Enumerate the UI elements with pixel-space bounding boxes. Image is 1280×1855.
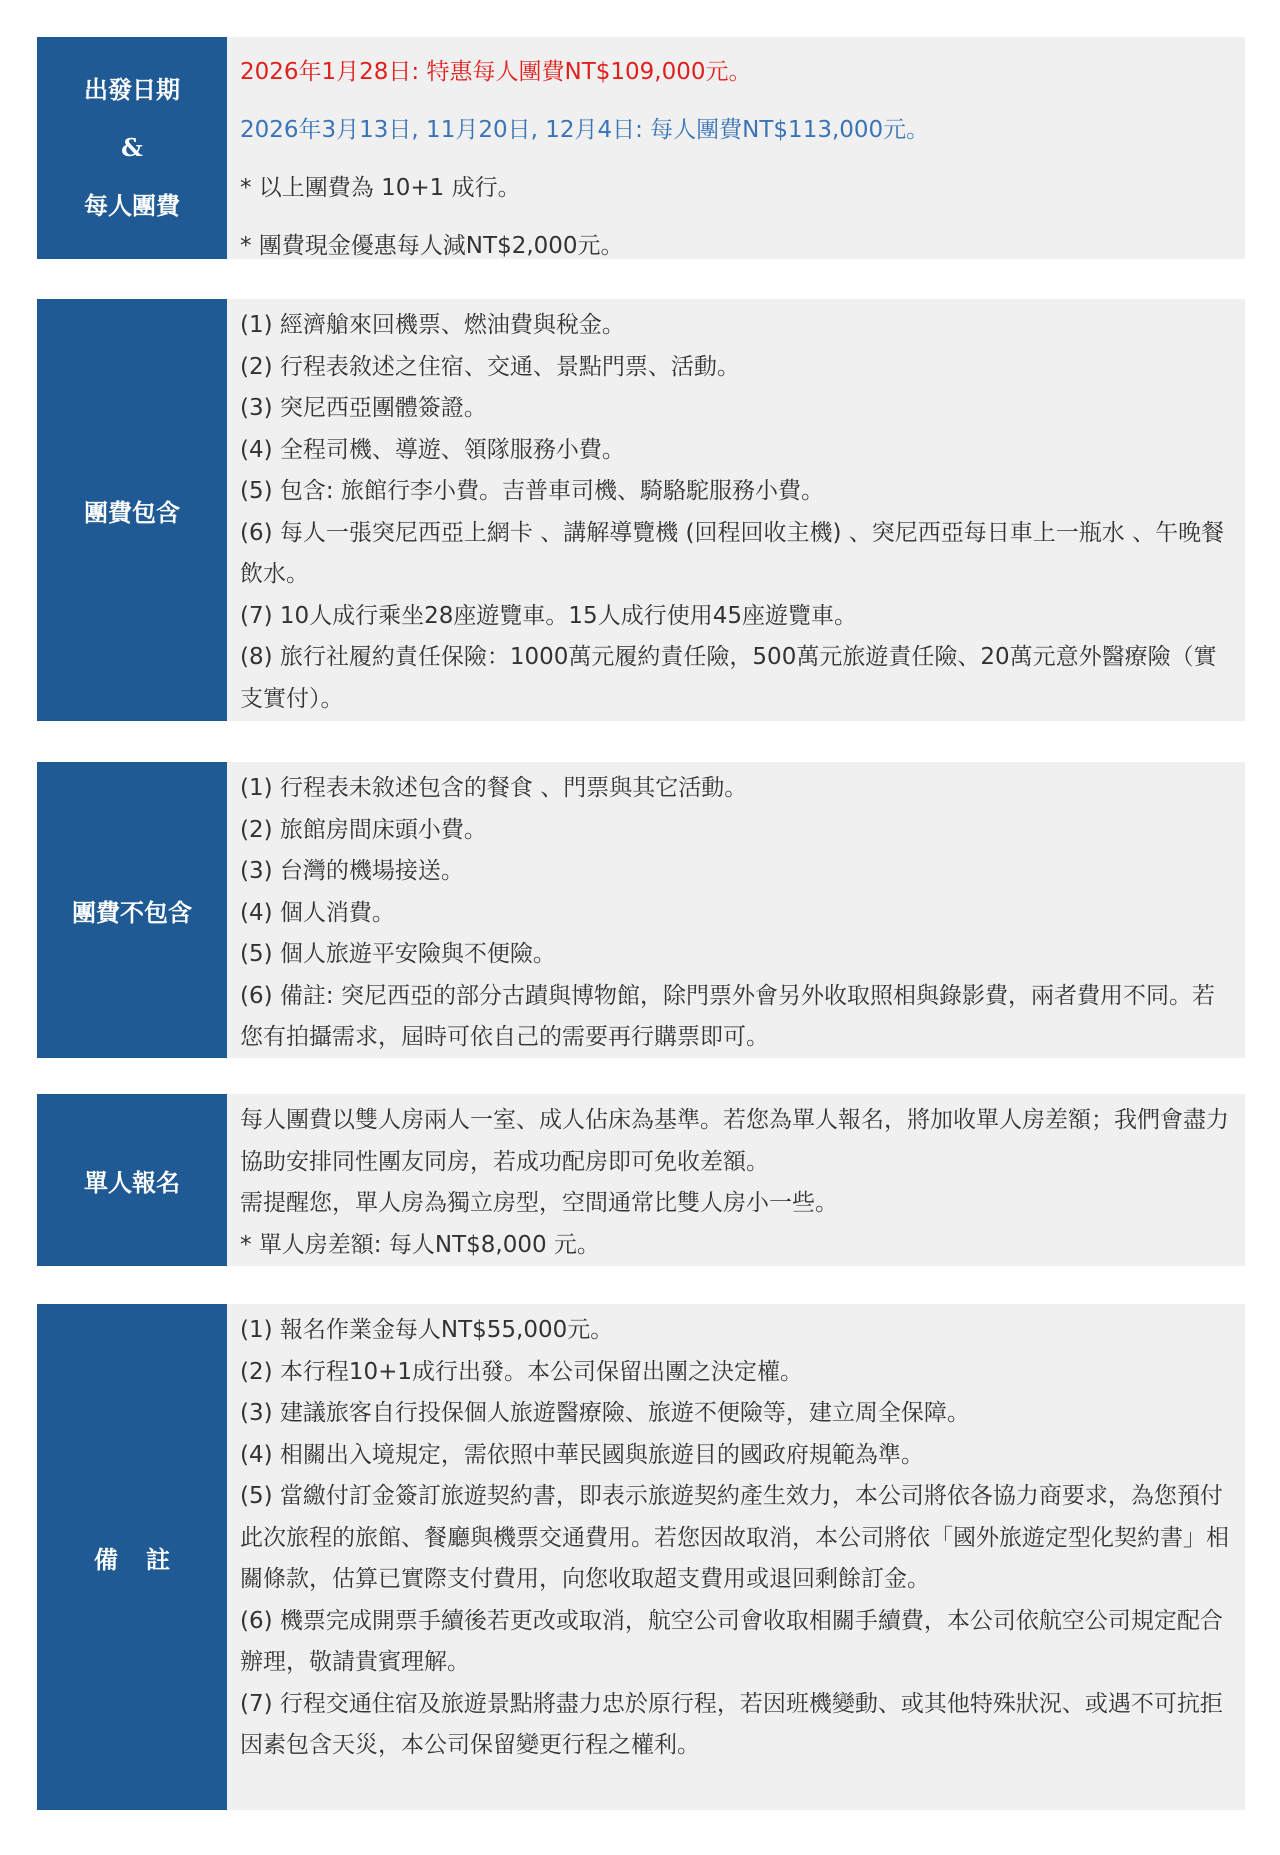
- section-content: [37, 762, 1245, 1058]
- list-item: (2) 旅館房間床頭小費。: [240, 816, 487, 843]
- list-item: (1) 行程表未敘述包含的餐食 、門票與其它活動。: [240, 775, 748, 801]
- section-content: [37, 1094, 1245, 1266]
- section-label-line: 每人團費: [84, 191, 180, 220]
- section-label-line: &: [121, 133, 143, 162]
- price-includes-section: [37, 299, 1245, 721]
- list-item: (1) 經濟艙來回機票、燃油費與稅金。: [240, 312, 625, 338]
- section-content: [37, 299, 1245, 721]
- list-item: (2) 行程表敘述之住宿、交通、景點門票、活動。: [240, 353, 740, 380]
- regular-price-line: 2026年3月13日, 11月20日, 12月4日: 每人團費NT$113,000元。: [240, 117, 930, 143]
- list-item: (4) 相關出入境規定，需依照中華民國與旅遊目的國政府規範為準。: [240, 1441, 924, 1468]
- list-item: (5) 個人旅遊平安險與不便險。: [240, 941, 556, 967]
- section-label-line: 備註: [94, 1544, 198, 1574]
- list-item: (3) 建議旅客自行投保個人旅遊醫療險、旅遊不便險等，建立周全保障。: [240, 1400, 970, 1426]
- list-item: (5) 包含: 旅館行李小費。吉普車司機、騎駱駝服務小費。: [240, 478, 824, 504]
- list-item: (2) 本行程10+1成行出發。本公司保留出團之決定權。: [240, 1358, 804, 1385]
- list-item: (6) 備註: 突尼西亞的部分古蹟與博物館，除門票外會另外收取照相與錄影費，兩者費用不同。若您有拍攝需求，屆時可依自己的需要再行購票即可。: [240, 982, 1215, 1050]
- departure-and-price-section: [37, 37, 1245, 259]
- note-line: * 以上團費為 10+1 成行。: [240, 175, 521, 201]
- list-item: (7) 10人成行乘坐28座遊覽車。15人成行使用45座遊覽車。: [240, 602, 857, 629]
- list-item: (4) 全程司機、導遊、領隊服務小費。: [240, 436, 625, 463]
- list-item: (3) 突尼西亞團體簽證。: [240, 395, 487, 421]
- section-label-line: 單人報名: [84, 1167, 180, 1197]
- list-item: (5) 當繳付訂金簽訂旅遊契約書，即表示旅遊契約產生效力，本公司將依各協力商要求，為您預付此次旅程的旅館、餐廳與機票交通費用。若您因故取消，本公司將依「國外旅遊定型化契約書」相關條款，估算已實際支付費用，向您收取超支費用或退回剩餘訂金。: [240, 1483, 1229, 1592]
- section-content: [37, 1304, 1245, 1810]
- paragraph: 需提醒您，單人房為獨立房型，空間通常比雙人房小一些。: [240, 1190, 838, 1216]
- list-item: (8) 旅行社履約責任保險：1000萬元履約責任險，500萬元旅遊責任險、20萬元意外醫療險（實支實付）。: [240, 644, 1217, 712]
- list-item: (3) 台灣的機場接送。: [240, 858, 464, 884]
- list-item: (7) 行程交通住宿及旅遊景點將盡力忠於原行程，若因班機變動、或其他特殊狀況、或遇不可抗拒因素包含天災，本公司保留變更行程之權利。: [240, 1690, 1223, 1758]
- remarks-section: [37, 1304, 1245, 1810]
- section-label-line: 團費不包含: [72, 897, 192, 927]
- special-price-line: 2026年1月28日: 特惠每人團費NT$109,000元。: [240, 59, 752, 85]
- section-content: [37, 37, 1245, 259]
- single-registration-section: [37, 1094, 1245, 1266]
- list-item: (6) 機票完成開票手續後若更改或取消，航空公司會收取相關手續費，本公司依航空公司規定配合辦理，敬請貴賓理解。: [240, 1607, 1223, 1675]
- paragraph: 每人團費以雙人房兩人一室、成人佔床為基準。若您為單人報名，將加收單人房差額；我們會盡力協助安排同性團友同房，若成功配房即可免收差額。: [240, 1107, 1229, 1175]
- price-excludes-section: [37, 762, 1245, 1058]
- list-item: (4) 個人消費。: [240, 899, 395, 926]
- section-label-line: 團費包含: [84, 497, 180, 527]
- note-line: * 團費現金優惠每人減NT$2,000元。: [240, 233, 624, 259]
- section-label-line: 出發日期: [84, 75, 180, 104]
- paragraph: * 單人房差額: 每人NT$8,000 元。: [240, 1231, 600, 1258]
- list-item: (1) 報名作業金每人NT$55,000元。: [240, 1317, 614, 1343]
- list-item: (6) 每人一張突尼西亞上網卡 、講解導覽機 (回程回收主機) 、突尼西亞每日車上一瓶水 、午晚餐飲水。: [240, 519, 1225, 587]
